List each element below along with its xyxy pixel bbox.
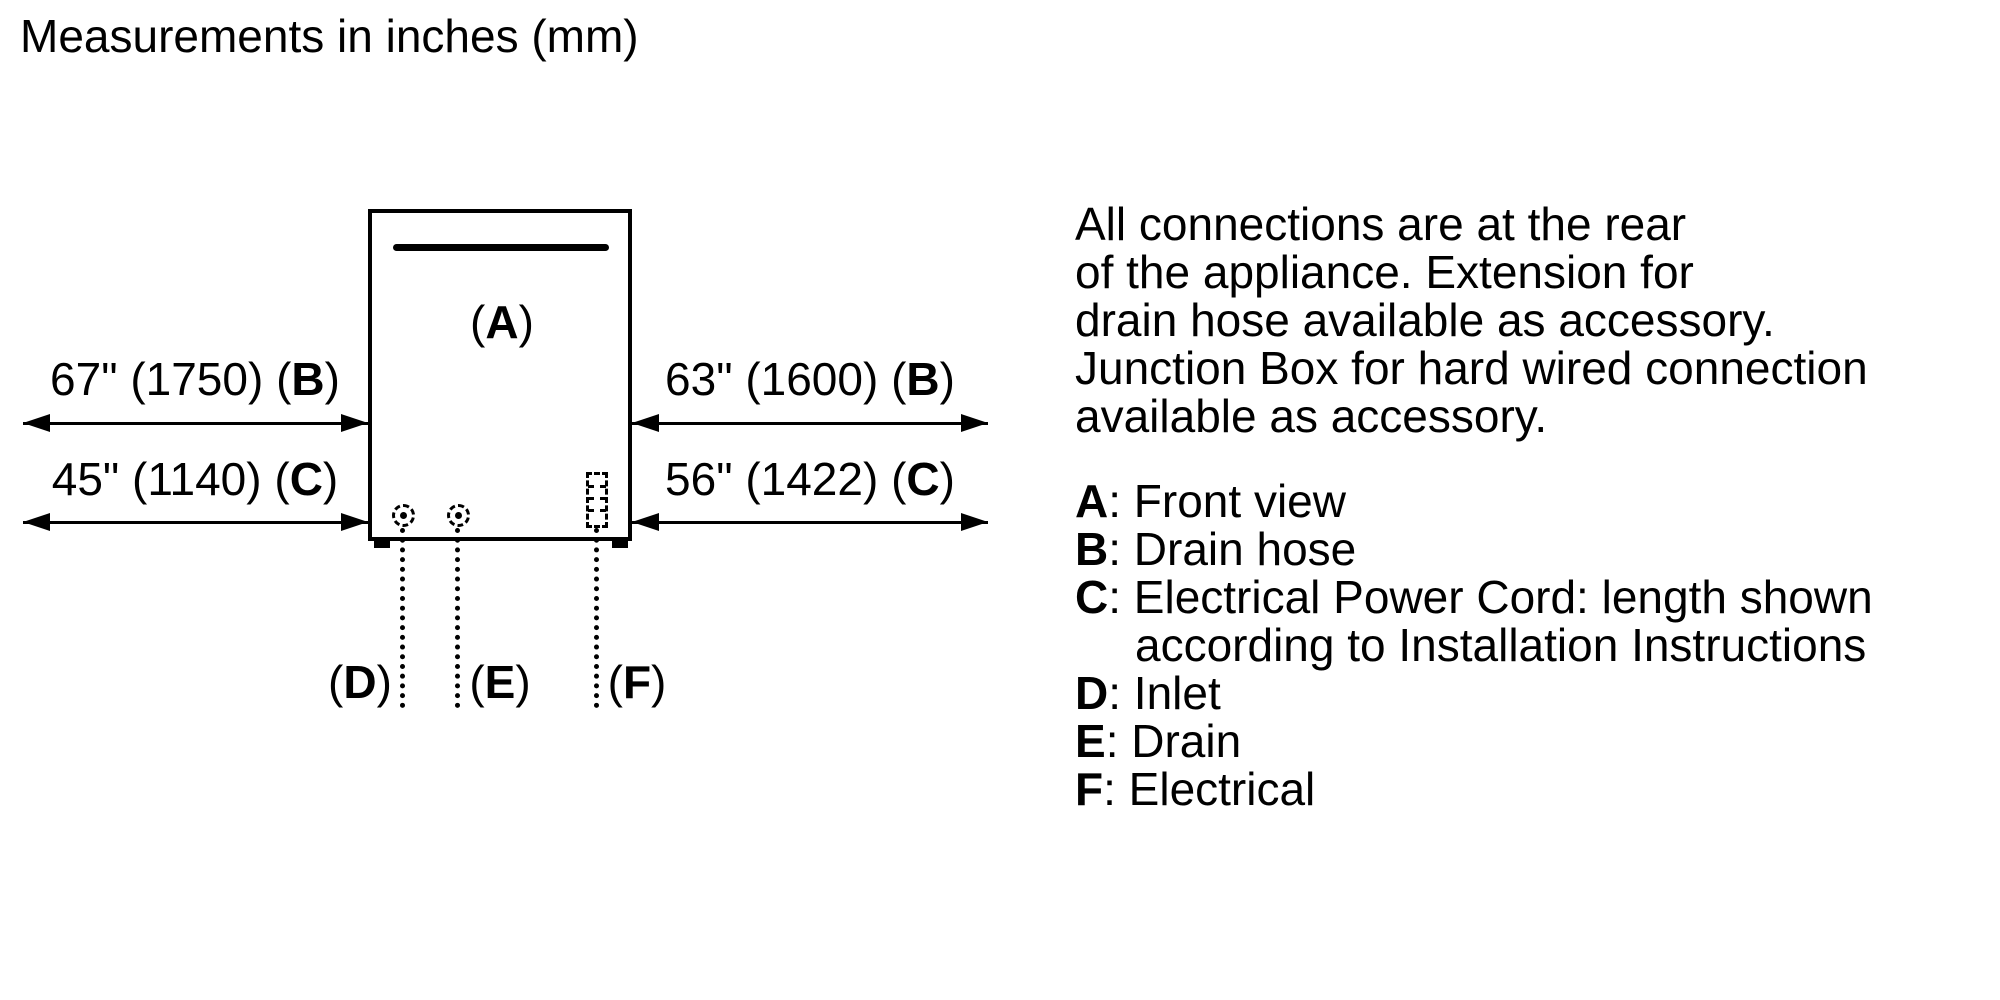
electrical-label-close-paren: ) (651, 656, 667, 708)
power-cord-right-arrow (632, 521, 988, 524)
dimension-close-paren: ) (324, 353, 340, 405)
front-view-label-close-paren: ) (518, 296, 534, 348)
front-view-label-open-paren: ( (470, 296, 486, 348)
power-cord-left-arrow (23, 521, 368, 524)
legend-item-electrical (1075, 765, 1975, 813)
notes-line: of the appliance. Extension for (1075, 246, 1694, 298)
legend-item-drain-hose (1075, 525, 1975, 573)
legend-letter: A (1075, 475, 1109, 527)
legend-text-continuation: according to Installation Instructions (1135, 619, 1867, 671)
electrical-label-open-paren: ( (607, 656, 623, 708)
legend-item-front-view (1075, 477, 1975, 525)
dimension-close-paren: ) (939, 453, 955, 505)
terminal-segment-divider (588, 509, 606, 512)
inlet-label (310, 658, 410, 706)
dimension-label-drain-hose-left (20, 355, 370, 403)
legend-text: : Drain (1105, 715, 1242, 767)
legend-text: : Inlet (1108, 667, 1221, 719)
drain-hose-right-arrow (632, 422, 988, 425)
drain-port-icon (447, 504, 470, 527)
legend-letter: E (1075, 715, 1106, 767)
dimension-label-power-cord-right (635, 455, 985, 503)
drain-hose-left-arrow (23, 422, 368, 425)
appliance-right-foot (612, 541, 628, 548)
dimension-label-power-cord-left (20, 455, 370, 503)
front-view-label (402, 298, 602, 346)
notes-line: available as accessory. (1075, 390, 1548, 442)
legend-letter: B (1075, 523, 1109, 575)
drain-label (450, 658, 550, 706)
front-view-label-letter: A (485, 296, 519, 348)
dimension-value: 45" (1140) ( (51, 453, 290, 505)
drain-label-close-paren: ) (515, 656, 531, 708)
dimension-value: 67" (1750) ( (50, 353, 292, 405)
dimension-close-paren: ) (322, 453, 339, 505)
inlet-label-letter: D (343, 656, 377, 708)
inlet-port-icon (392, 504, 415, 527)
dimension-ref-letter: B (291, 353, 325, 405)
drain-label-letter: E (484, 656, 516, 708)
drain-label-open-paren: ( (469, 656, 485, 708)
dimension-label-drain-hose-right (635, 355, 985, 403)
dimension-ref-letter: C (289, 453, 323, 505)
legend-item-inlet (1075, 669, 1975, 717)
legend-text: : Electrical (1103, 763, 1316, 815)
dimension-value: 63" (1600) ( (665, 353, 907, 405)
legend-text: : Drain hose (1108, 523, 1357, 575)
legend-item-power-cord (1075, 573, 1975, 669)
inlet-label-close-paren: ) (376, 656, 392, 708)
dimension-close-paren: ) (939, 353, 955, 405)
legend (1075, 477, 1975, 813)
door-handle-bar (393, 244, 609, 251)
terminal-segment-divider (588, 497, 606, 500)
electrical-label (587, 658, 687, 706)
electrical-label-letter: F (622, 656, 652, 708)
dimension-value: 56" (1422) ( (665, 453, 907, 505)
legend-letter: F (1075, 763, 1104, 815)
dimension-ref-letter: B (906, 353, 940, 405)
electrical-terminal-icon (586, 472, 608, 528)
notes-line: Junction Box for hard wired connection (1075, 342, 1868, 394)
notes-line: All connections are at the rear (1075, 198, 1687, 250)
legend-letter: C (1075, 571, 1109, 623)
legend-letter: D (1075, 667, 1109, 719)
legend-text: : Front view (1108, 475, 1346, 527)
inlet-label-open-paren: ( (328, 656, 344, 708)
page-title: Measurements in inches (mm) (20, 10, 639, 62)
legend-item-drain (1075, 717, 1975, 765)
legend-text: : Electrical Power Cord: length shown (1108, 571, 1873, 623)
notes-line: drain hose available as accessory. (1075, 294, 1775, 346)
notes-paragraph (1075, 200, 1935, 440)
appliance-left-foot (374, 541, 390, 548)
dimension-ref-letter: C (906, 453, 940, 505)
terminal-segment-divider (588, 485, 606, 488)
